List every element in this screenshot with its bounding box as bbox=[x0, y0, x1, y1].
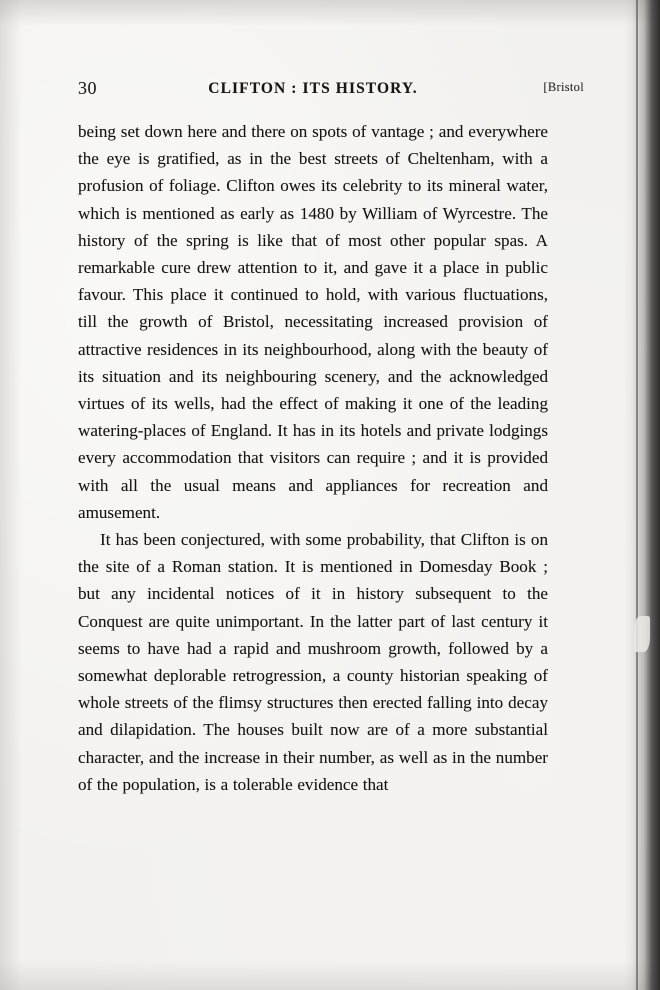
page-number: 30 bbox=[78, 78, 97, 98]
paragraph: being set down here and there on spots of vantage ; and everywhere the eye is gratified, as in the best streets of Cheltenham, with a profusion of foliage. Clifton owes its celebrity to its mineral water, which is mentioned as early as 1480 by William of Wyrcestre. The history of the spring is like that of most other popular spas. A remarkable cure drew attention to it, and gave it a place in public favour. This place it continued to hold, with various fluctuations, till the growth of Bristol, necessitating increased provision of attractive residences in its neighbourhood, along with the beauty of its situation and its neighbouring scenery, and the acknowledged virtues of its wells, had the effect of making it one of the leading watering-places of England. It has in its hotels and private lodgings every accommodation that visitors can require ; and it is provided with all the usual means and appliances for recreation and amusement. bbox=[78, 122, 548, 522]
page-left-shadow bbox=[0, 0, 22, 990]
page-text-block bbox=[78, 78, 584, 798]
page-edge-line bbox=[636, 0, 638, 990]
page-title: CLIFTON : ITS HISTORY. bbox=[208, 80, 418, 97]
signature-mark: [Bristol bbox=[543, 80, 584, 94]
running-head bbox=[78, 78, 584, 104]
page-gutter-shadow bbox=[624, 0, 660, 990]
page-edge-nick bbox=[634, 616, 650, 652]
page-top-shadow bbox=[0, 0, 660, 26]
paragraph: It has been conjectured, with some probability, that Clifton is on the site of a Roman station. It is mentioned in Domesday Book ; but any incidental notices of it in history subsequent to the Conquest are quite unimportant. In the latter part of last century it seems to have had a rapid and mushroom growth, followed by a somewhat deplorable retrogression, a county historian speaking of whole streets of the flimsy structures then erected falling into decay and dilapidation. The houses built now are of a more substantial character, and the increase in their number, as well as in the number of the population, is a tolerable evidence that bbox=[78, 530, 548, 794]
page-bottom-shadow bbox=[0, 960, 660, 990]
